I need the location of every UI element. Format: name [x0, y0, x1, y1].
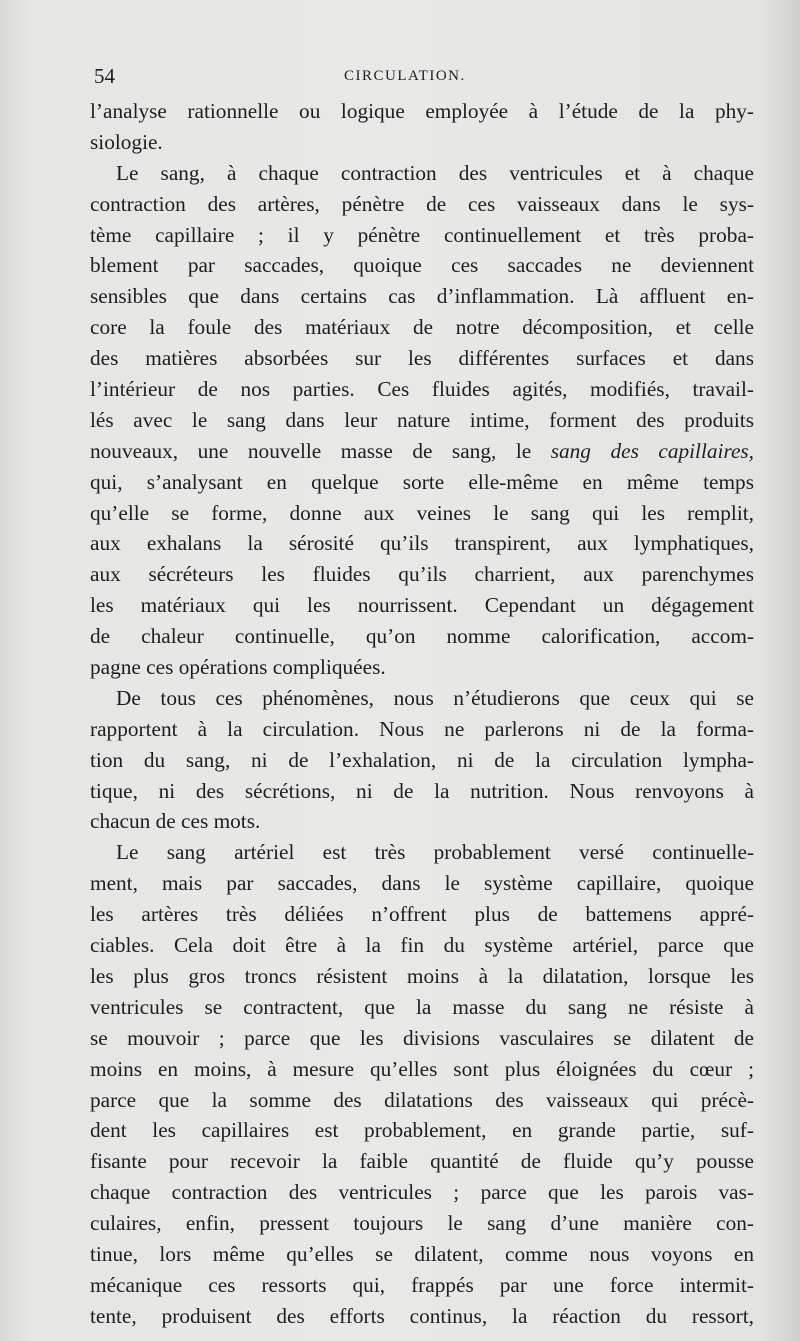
text-line: qu’elle se forme, donne aux veines le sang qui les remplit, — [90, 500, 754, 525]
text-line: les artères très déliées n’offrent plus de battemens appré- — [90, 902, 754, 927]
body-text — [90, 96, 754, 1332]
text-line: aux sécréteurs les fluides qu’ils charrient, aux parenchymes — [90, 562, 754, 587]
text-line: de chaleur continuelle, qu’on nomme calorification, accom- — [90, 624, 754, 649]
text-line: sensibles que dans certains cas d’inflammation. Là affluent en- — [90, 284, 754, 309]
text-line: mécanique ces ressorts qui, frappés par une force intermit- — [90, 1272, 754, 1297]
text-line: tente, produisent des efforts continus, la réaction du ressort, — [90, 1303, 754, 1328]
page-number: 54 — [94, 64, 115, 88]
text-line: siologie. — [90, 129, 163, 154]
text-line: culaires, enfin, pressent toujours le sang d’une manière con- — [90, 1211, 754, 1236]
text-line: aux exhalans la sérosité qu’ils transpirent, aux lymphatiques, — [90, 531, 754, 556]
italic-phrase: sang des capillaires, — [550, 438, 755, 463]
text-line: dent les capillaires est probablement, en grande partie, suf- — [90, 1118, 754, 1143]
paragraph — [90, 96, 754, 158]
text-line: ciables. Cela doit être à la fin du système artériel, parce que — [90, 933, 754, 958]
paragraph — [90, 158, 754, 683]
page-header — [94, 64, 754, 94]
text-line: se mouvoir ; parce que les divisions vasculaires se dilatent de — [90, 1025, 754, 1050]
text-segment: nouveaux, une nouvelle masse de sang, le — [90, 438, 532, 463]
paragraph — [90, 683, 754, 837]
text-line: contraction des artères, pénètre de ces vaisseaux dans le sys- — [90, 191, 754, 216]
text-line: les matériaux qui les nourrissent. Cependant un dégagement — [90, 593, 754, 618]
text-line: pagne ces opérations compliquées. — [90, 655, 386, 680]
text-line: De tous ces phénomènes, nous n’étudierons que ceux qui se — [116, 685, 754, 710]
text-line-with-italic — [90, 436, 754, 467]
text-line: parce que la somme des dilatations des vaisseaux qui précè- — [90, 1087, 754, 1112]
text-line: tinue, lors même qu’elles se dilatent, comme nous voyons en — [90, 1241, 754, 1266]
text-line: chaque contraction des ventricules ; parce que les parois vas- — [90, 1180, 754, 1205]
text-line: ventricules se contractent, que la masse du sang ne résiste à — [90, 994, 754, 1019]
text-line: fisante pour recevoir la faible quantité de fluide qu’y pousse — [90, 1149, 754, 1174]
text-line: les plus gros troncs résistent moins à la dilatation, lorsque les — [90, 963, 754, 988]
text-line: ment, mais par saccades, dans le système capillaire, quoique — [90, 871, 754, 896]
text-line: chacun de ces mots. — [90, 809, 261, 834]
text-line: tique, ni des sécrétions, ni de la nutrition. Nous renvoyons à — [90, 778, 754, 803]
text-line: lés avec le sang dans leur nature intime, forment des produits — [90, 407, 754, 432]
paragraph — [90, 837, 754, 1331]
text-line: Le sang artériel est très probablement versé continuelle- — [116, 840, 754, 865]
text-line: moins en moins, à mesure qu’elles sont plus éloignées du cœur ; — [90, 1056, 754, 1081]
text-line: l’analyse rationnelle ou logique employée à l’étude de la phy- — [90, 99, 754, 123]
text-line: l’intérieur de nos parties. Ces fluides agités, modifiés, travail- — [90, 377, 754, 402]
text-line: qui, s’analysant en quelque sorte elle-même en même temps — [90, 469, 754, 494]
running-head: CIRCULATION. — [344, 68, 466, 84]
text-line: tème capillaire ; il y pénètre continuellement et très proba- — [90, 222, 754, 247]
text-line: rapportent à la circulation. Nous ne parlerons ni de la forma- — [90, 716, 754, 741]
text-line: tion du sang, ni de l’exhalation, ni de la circulation lympha- — [90, 747, 754, 772]
text-line: core la foule des matériaux de notre décomposition, et celle — [90, 315, 754, 340]
text-line: des matières absorbées sur les différentes surfaces et dans — [90, 346, 754, 371]
text-line: Le sang, à chaque contraction des ventricules et à chaque — [116, 160, 754, 185]
text-line: blement par saccades, quoique ces saccades ne deviennent — [90, 253, 754, 278]
